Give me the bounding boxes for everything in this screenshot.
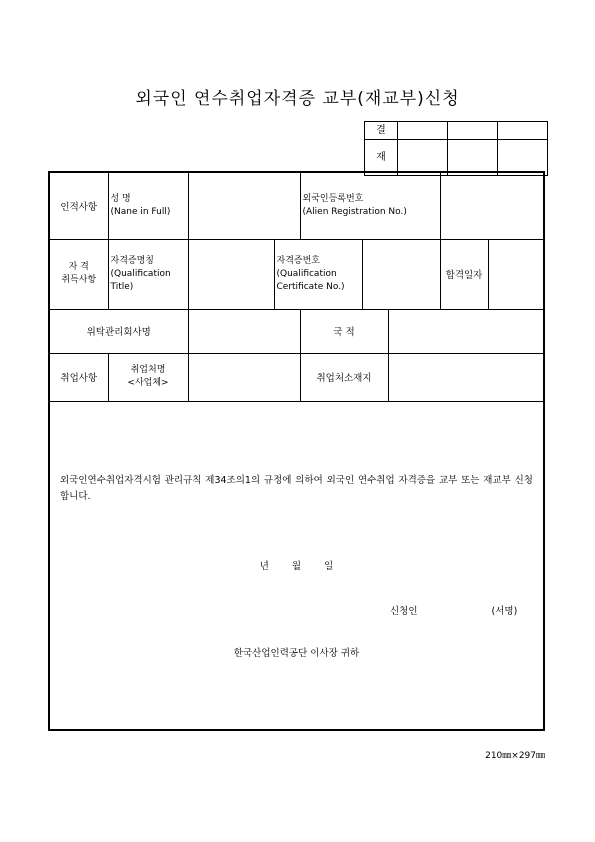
personal-section-label: 인적사항	[50, 173, 108, 239]
workplace-address-field[interactable]	[388, 353, 543, 401]
workplace-name-field[interactable]	[188, 353, 300, 401]
applicant-line	[390, 603, 517, 617]
application-statement: 외국인연수취업자격시험 관리규칙 제34조의1의 규정에 의하여 외국인 연수취업 자격증을 교부 또는 재교부 신청합니다.	[60, 475, 533, 502]
approval-header-cell	[498, 122, 548, 140]
pass-date-label: 합격일자	[440, 239, 488, 309]
workplace-address-label: 취업처소재지	[300, 353, 388, 401]
registration-label-ko: 외국인등록번호	[302, 193, 364, 204]
certificate-number-en: (Qualification Certificate No.)	[276, 268, 345, 292]
nationality-field[interactable]	[388, 309, 543, 353]
name-label-ko: 성 명	[110, 193, 131, 204]
certificate-number-field[interactable]	[362, 239, 440, 309]
approval-box	[364, 121, 548, 176]
trust-company-field[interactable]	[188, 309, 300, 353]
qualification-section-label	[50, 239, 108, 309]
workplace-name-line1: 취업처명	[130, 365, 166, 375]
workplace-name-label	[108, 353, 188, 401]
qualification-title-label	[108, 239, 188, 309]
signature-label[interactable]: (서명)	[491, 606, 518, 617]
qualification-title-ko: 자격증명칭	[110, 255, 154, 266]
registration-label	[300, 173, 440, 239]
addressee: 한국산업인력공단 이사장 귀하	[233, 648, 360, 659]
registration-field[interactable]	[440, 173, 543, 239]
paper-size-note: 210㎜×297㎜	[485, 751, 545, 761]
approval-header-cell	[398, 122, 448, 140]
approval-label-2: 재	[365, 140, 398, 176]
certificate-number-label	[274, 239, 362, 309]
form-table	[50, 173, 543, 402]
name-label-en: (Nane in Full)	[110, 206, 171, 217]
pass-date-field[interactable]	[488, 239, 543, 309]
document-title: 외국인 연수취업자격증 교부(재교부)신청	[135, 89, 460, 109]
trust-company-label: 위탁관리회사명	[50, 309, 188, 353]
qualification-title-en: (Qualification Title)	[110, 268, 171, 292]
qualification-section-line2: 취득사항	[61, 275, 97, 285]
nationality-label: 국 적	[300, 309, 388, 353]
name-field[interactable]	[188, 173, 300, 239]
application-form	[48, 171, 545, 731]
date-line[interactable]: 년 월 일	[259, 561, 334, 572]
employment-section-label: 취업사항	[50, 353, 108, 401]
qualification-section-line1: 자 격	[68, 262, 89, 272]
approval-label-1: 결	[365, 122, 398, 140]
qualification-title-field[interactable]	[188, 239, 274, 309]
certificate-number-ko: 자격증번호	[276, 255, 320, 266]
registration-label-en: (Alien Registration No.)	[302, 206, 407, 217]
name-label	[108, 173, 188, 239]
workplace-name-line2: <사업체>	[127, 378, 169, 388]
approval-header-cell	[448, 122, 498, 140]
applicant-label: 신청인	[390, 606, 418, 617]
